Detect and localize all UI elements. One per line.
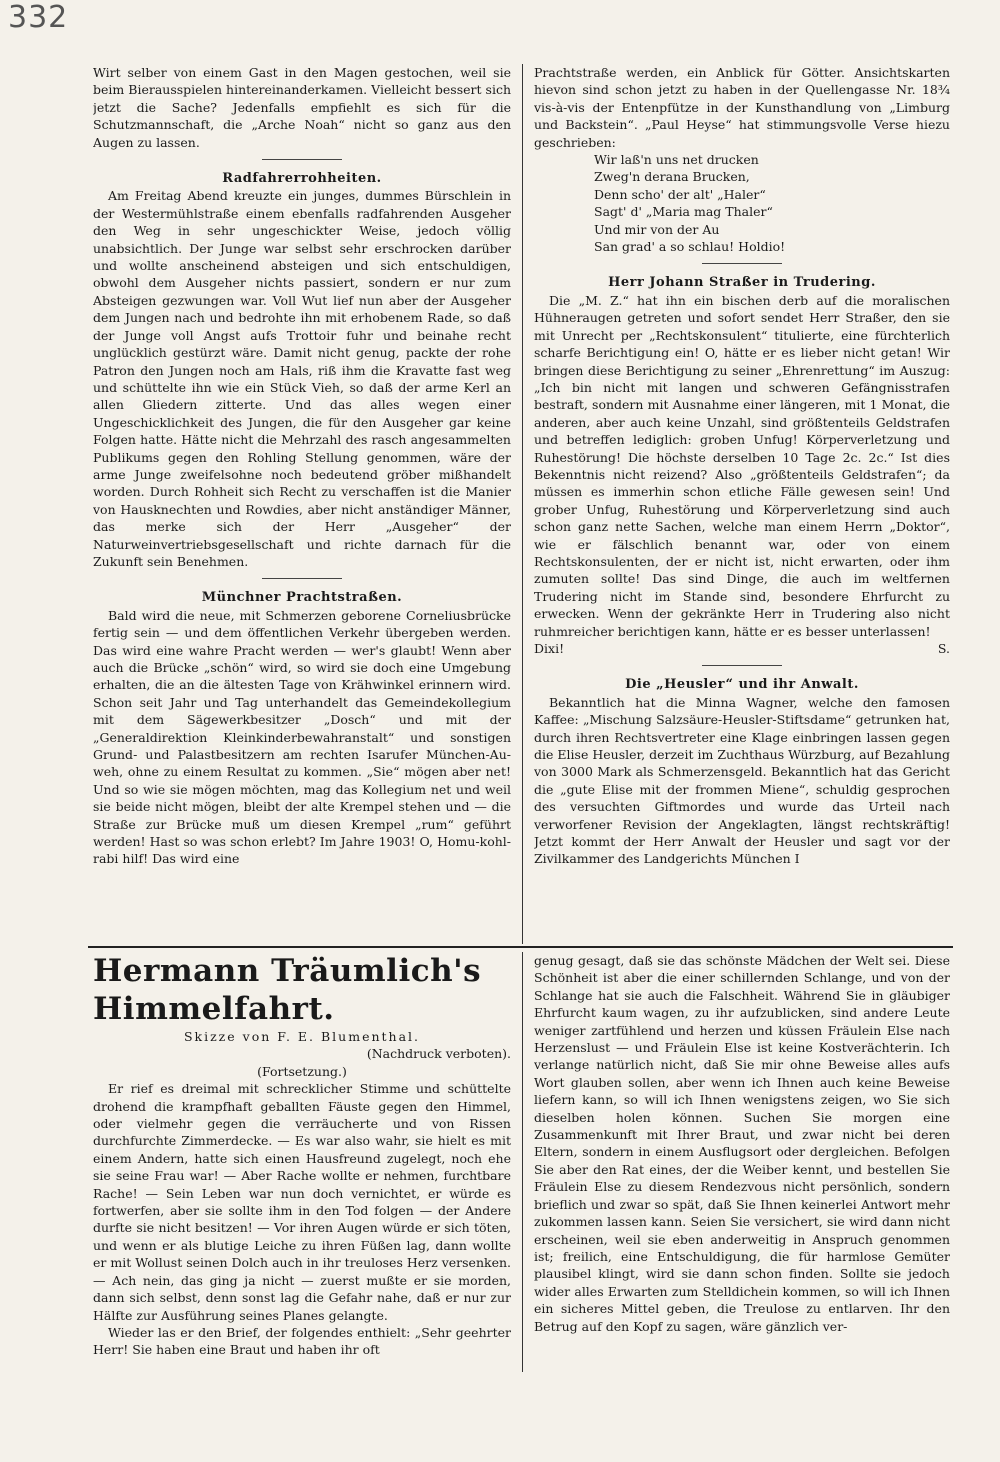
horizontal-divider: [88, 946, 953, 948]
story-paragraph: Er rief es dreimal mit schrecklicher Stimme und schüttelte drohend die krampfhaft geballten Fäuste gegen den Himmel, oder vielmehr gegen die verräucherte und von Rissen durchfurchte Zimmerdecke. — Es war also wahr, sie hielt es mit einem Andern, hatte sich einen Hausfreund zugelegt, noch ehe sie seine Frau war! — Aber Rache wollte er nehmen, furchtbare Rache! — Sein Leben war nun doch vernichtet, er würde es fortwerfen, aber sie sollte ihm in den Tod folgen — der Andere durfte sie nicht besitzen! — Vor ihren Augen würde er sich töten, und wenn er als blutige Leiche zu ihren Füßen lag, dann wollte er mit Wollust seinen Dolch auch in ihr treuloses Herz versenken. — Ach nein, das ging ja nicht — zuerst mußte er sie morden, dann sich selbst, denn sonst lag die Gefahr nahe, daß er nur zur Hälfte zur Ausführung seines Planes gelangte.: [93, 1081, 511, 1323]
signature: S.: [937, 641, 950, 656]
divider: [702, 263, 782, 264]
section-title-prachtstrassen: Münchner Prachtstraßen.: [201, 590, 403, 606]
column-divider: [522, 952, 523, 1372]
verse-line: San grad' a so schlau! Holdio!: [594, 239, 786, 255]
verse-line: Zweg'n derana Brucken,: [594, 169, 750, 185]
left-column: [93, 64, 511, 948]
story-left-column: [93, 952, 511, 1372]
page-number: 332: [8, 0, 69, 35]
continuation-paragraph: Prachtstraße werden, ein Anblick für Götter. Ansichtskarten hievon sind schon jetzt zu haben in der Quellengasse Nr. 18¾ vis-à-vis der Entenpfütze in der Kunsthandlung von „Limburg und Backstein“. „Paul Heyse“ hat stimmungsvolle Verse hiezu geschrieben:: [534, 65, 950, 150]
section-body-radfahrer: Am Freitag Abend kreuzte ein junges, dummes Bürschlein in der Westermühlstraße einem ebenfalls radfahrenden Ausgeher den Weg in sehr ungeschickter Weise, jedoch völlig unabsichtlich. Der Junge war selbst sehr erschrocken darüber und wollte anscheinend absteigen und sich entschuldigen, obwohl dem Ausgeher nichts passiert, sondern er nur zum Absteigen gezwungen war. Voll Wut lief nun aber der Ausgeher dem Jungen nach und bedrohte ihn mit erhobenem Rade, so daß der Junge voll Angst aufs Trottoir fuhr und beinahe recht unglücklich gestürzt wäre. Damit nicht genug, packte der rohe Patron den Jungen noch am Hals, riß ihm die Kravatte fast weg und schüttelte ihn wie ein Stück Vieh, so daß der arme Kerl an allen Gliedern zitterte. Und das alles wegen einer Ungeschicklichkeit des Jungen, die für den Ausgeher gar keine Folgen hatte. Hätte nicht die Mehrzahl des rasch angesammelten Publikums gegen den Rohling Stellung genommen, wäre der arme Junge zweifelsohne noch bedeutend gröber mißhandelt worden. Durch Rohheit sich Recht zu verschaffen ist die Manier von Hausknechten und Rowdies, aber nicht anständiger Männer, das merke sich der Herr „Ausgeher“ der Naturweinvertriebsgesellschaft und richte darnach für die Zukunft sein Benehmen.: [93, 188, 511, 569]
verse-line: Sagt' d' „Maria mag Thaler“: [594, 204, 773, 220]
section-title-heusler: Die „Heusler“ und ihr Anwalt.: [625, 677, 859, 693]
reprint-notice: (Nachdruck verboten).: [366, 1046, 511, 1062]
section-body-strasser: Die „M. Z.“ hat ihn ein bischen derb auf die moralischen Hühneraugen getreten und sofort sendet Herr Straßer, den sie mit Unrecht per „Rechtskonsulent“ titulierte, eine fürchterlich scharfe Berichtigung ein! O, hätte er es lieber nicht getan! Wir bringen diese Berichtigung zu seiner „Ehrenrettung“ im Auszug: „Ich bin nicht mit langen und schweren Gefängnisstrafen bestraft, sondern mit Ausnahme einer längeren, mit 1 Monat, die anderen, aber auch keine Unzahl, sind größtenteils Geldstrafen und betreffen lediglich: groben Unfug! Körperverletzung und Ruhestörung! Die höchste derselben 10 Tage 2c. 2c.“ Ist dies Bekenntnis nicht reizend? Also „größtenteils Geldstrafen“; da müssen es immerhin schon etliche Fälle gewesen sein! Und grober Unfug, Ruhestörung und Körperverletzung sind auch schon ganz nette Sachen, welche man einem Herrn „Doktor“, wie er fälschlich benannt war, oder von einem Rechtskonsulenten, der er nicht ist, nicht erwarten, oder ihm zumuten sollte! Das sind Dinge, die auch im weltfernen Trudering nicht im Stande sind, besondere Ehrfurcht zu erwecken. Wenn der gekränkte Herr in Trudering also nicht ruhmreicher berichtigen kann, hätte er es besser unterlassen!: [534, 292, 950, 639]
section-title-radfahrer: Radfahrerrohheiten.: [222, 171, 382, 187]
divider: [702, 665, 782, 666]
right-column: [534, 64, 950, 948]
section-body-prachtstrassen: Bald wird die neue, mit Schmerzen geborene Corneliusbrücke fertig sein — und dem öffentlichen Verkehr übergeben werden. Das wird eine wahre Pracht werden — wer's glaubt! Wenn aber auch die Brücke „schön“ wird, so wird sie doch eine Umgebung erhalten, die an die ältesten Tage von Krähwinkel erinnern wird. Schon seit Jahr und Tag unterhandelt das Gemeindekollegium mit dem Sägewerkbesitzer „Dosch“ und mit der „Generaldirektion Kleinkinderbewahranstalt“ und sonstigen Grund- und Palastbesitzern am rechten Isarufer München-Au-weh, ohne zu einem Resultat zu kommen. „Sie“ mögen aber net! Und so wie sie mögen möchten, mag das Kollegium net und weil sie beide nicht mögen, bleibt der alte Krempel stehen und — die Straße zur Brücke muß um diesen Krempel „rum“ geführt werden! Hast so was schon erlebt? Im Jahre 1903! O, Homu-kohl-rabi hilf! Das wird eine: [93, 607, 511, 867]
continued-note: (Fortsetzung.): [257, 1063, 347, 1079]
story-right-column: [534, 952, 950, 1372]
verse: [594, 151, 950, 255]
column-divider: [522, 64, 523, 944]
intro-paragraph: Wirt selber von einem Gast in den Magen gestochen, weil sie beim Bierausspielen hintereinanderkamen. Vielleicht bessert sich jetzt die Sache? Jedenfalls empfiehlt es sich für die Schutzmannschaft, die „Arche Noah“ nicht so ganz aus den Augen zu lassen.: [93, 65, 511, 150]
section-title-strasser: Herr Johann Straßer in Trudering.: [608, 275, 876, 291]
verse-line: Wir laß'n uns net drucken: [594, 152, 759, 168]
story-paragraph: genug gesagt, daß sie das schönste Mädchen der Welt sei. Diese Schönheit ist aber die einer schillernden Schlange, und von der Schlange hat sie auch die Falschheit. Während Sie in gläubiger Ehrfurcht kaum wagen, zu ihr aufzublicken, sind andere Leute weniger zartfühlend und herzen und küssen Fräulein Else nach Herzenslust — und Fräulein Else ist keine Kostverächterin. Ich verlange natürlich nicht, daß Sie mir ohne Beweise alles aufs Wort glauben sollen, aber wenn ich Ihnen auch keine Beweise liefern kann, so will ich Ihnen wenigstens zeigen, wo Sie sich dieselben holen können. Suchen Sie morgen eine Zusammenkunft mit Ihrer Braut, und zwar nicht bei deren Eltern, sondern in einem Ausflugsort oder dergleichen. Befolgen Sie aber den Rat eines, der die Weiber kennt, und bestellen Sie Fräulein Else zu diesem Rendezvous nicht persönlich, sondern brieflich und zwar so spät, daß Sie Ihnen keinerlei Antwort mehr zukommen lassen kann. Seien Sie versichert, sie wird dann nicht erscheinen, weil sie eben anderweitig in Anspruch genommen ist; freilich, eine Entschuldigung, die für harmlose Gemüter plausibel klingt, wird sie dann schon finden. Sollte sie jedoch wider alles Erwarten zum Stelldichein kommen, so will ich Ihnen ein sicheres Mittel geben, die Treulose zu entlarven. Ihr den Betrug auf den Kopf zu sagen, wäre gänzlich ver-: [534, 953, 950, 1334]
closing: Dixi!: [534, 641, 565, 656]
section-body-heusler: Bekanntlich hat die Minna Wagner, welche den famosen Kaffee: „Mischung Salzsäure-Heusler-Stiftsdame“ getrunken hat, durch ihren Rechtsvertreter eine Klage einbringen lassen gegen die Elise Heusler, derzeit im Zuchthaus Würzburg, auf Bezahlung von 3000 Mark als Schmerzensgeld. Bekanntlich hat das Gericht die „gute Elise mit der frommen Miene“, schuldig gesprochen des versuchten Giftmordes und wurde das Urteil nach verworfener Revision der Angeklagten, längst rechtskräftig! Jetzt kommt der Herr Anwalt der Heusler und sagt vor der Zivilkammer des Landgerichts München I: [534, 694, 950, 867]
story-paragraph: Wieder las er den Brief, der folgendes enthielt: „Sehr geehrter Herr! Sie haben eine Braut und haben ihr oft: [93, 1324, 511, 1358]
story-subtitle: Skizze von F. E. Blumenthal.: [183, 1029, 421, 1044]
verse-line: Und mir von der Au: [594, 221, 720, 237]
story-title: Hermann Träumlich's Himmelfahrt.: [93, 953, 482, 1027]
divider: [262, 578, 342, 579]
signature-row: [534, 640, 950, 657]
divider: [262, 159, 342, 160]
verse-line: Denn scho' der alt' „Haler“: [594, 186, 766, 202]
